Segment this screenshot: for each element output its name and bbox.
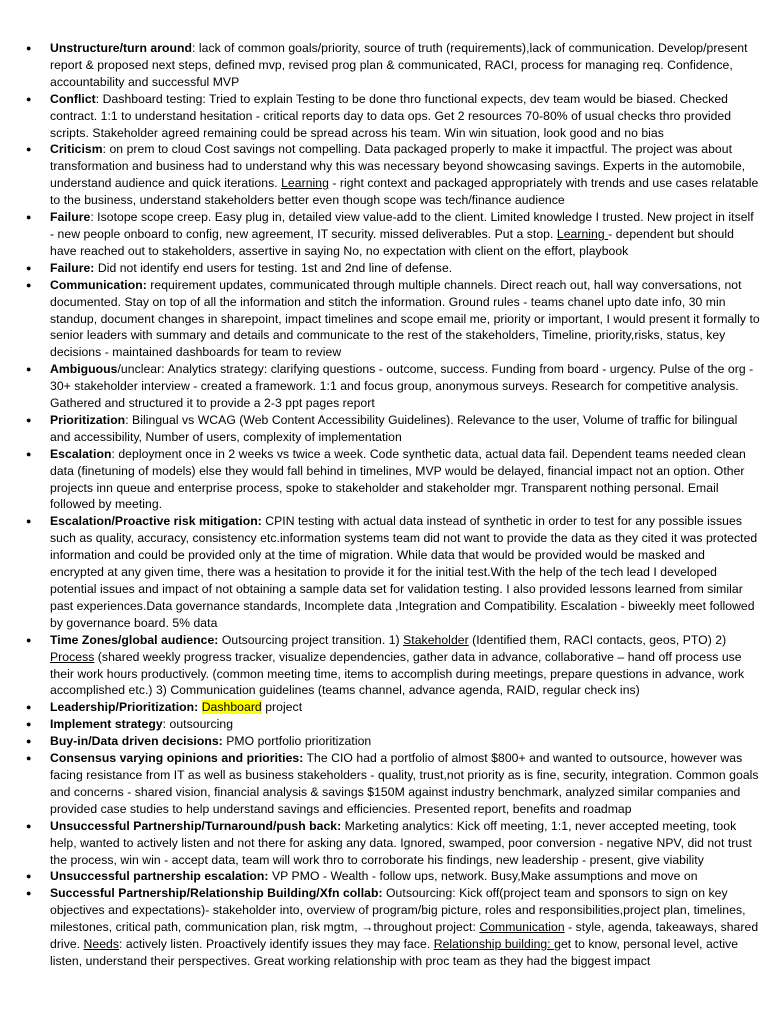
- underlined-text: Stakeholder: [403, 632, 469, 647]
- item-heading: Time Zones/global audience:: [50, 632, 219, 647]
- bullet-list: [26, 40, 761, 970]
- list-item: [26, 632, 761, 700]
- highlighted-text: Dashboard: [201, 700, 262, 715]
- list-item: [26, 412, 761, 446]
- list-item: [26, 699, 761, 716]
- item-text: PMO portfolio prioritization: [222, 734, 372, 749]
- underlined-text: Learning: [281, 176, 329, 191]
- item-text: - right context and packaged appropriately with trends and use cases relatable to the business, understand stakeholders better even though scope was tech/finance audience: [50, 176, 759, 208]
- item-text: (Identified them, RACI contacts, geos, PTO) 2): [468, 632, 727, 647]
- item-text: /unclear: Analytics strategy: clarifying questions - outcome, success. Funding from board - urgency. Pulse of the org - 30+ stakeholder interview - created a framework. 1:1 and focus group, anonymous surveys. Research for competitive analysis. Gathered and structured it to provide a 2-3 ppt pages report: [50, 362, 754, 411]
- list-item: [26, 91, 761, 142]
- item-heading: Failure: [50, 210, 91, 225]
- item-heading: Unstructure/turn around: [50, 41, 192, 55]
- list-item: [26, 209, 761, 260]
- item-text: : Bilingual vs WCAG (Web Content Accessibility Guidelines). Relevance to the user, Volume of traffic for bilingual and accessibility, Number of users, complexity of implementation: [50, 412, 738, 444]
- list-item: [26, 446, 761, 514]
- underlined-text: Process: [50, 649, 95, 664]
- list-item: [26, 716, 761, 733]
- item-text: The CIO had a portfolio of almost $800+ and wanted to outsource, however was facing resistance from IT as well as business stakeholders - quality, trust,not priority as is fine, security, integration. Common goals and concerns - shared vision, financial analysis & savings $150M against industry benchmark, analyzed similar companies and provided case studies to help understand savings and efficiencies. Presented report, benefits and roadmap: [50, 751, 759, 816]
- item-text: CPIN testing with actual data instead of synthetic in order to test for any possible issues such as quality, accuracy, consistency etc.information systems team did not want to provide the data as they cited it was protected information and could be provided only at the time of migration. While data that would be provided would be masked and encrypted at any given time, there was a hesitation to provide it for the initial test.With the help of the tech lead I developed potential issues and impact of not obtaining a sample data set for validation testing. I also provided lessons learned from similar past experiences.Data governance standards, Incomplete data ,Integration and Compatibility. Escalation - biweekly meet followed by governance board. 5% data: [50, 514, 758, 630]
- item-text: : Isotope scope creep. Easy plug in, detailed view value-add to the client. Limited knowledge I trusted. New project in itself - new people onboard to config, new agreement, IT security. missed deliverables. Put a stop.: [50, 210, 754, 241]
- underlined-text: Relationship building:: [433, 937, 555, 952]
- item-text: : Dashboard testing: Tried to explain Testing to be done thro functional expects, dev team would be biased. Checked contract. 1:1 to understand hesitation - critical reports day to data ops. Get 2 resources 70-80% of usual checks thro provided scripts. Stakeholder agreed remaining could be spread across his team. Win win situation, look good and no bias: [50, 91, 732, 140]
- item-heading: Communication:: [50, 277, 147, 292]
- item-text: Did not identify end users for testing. 1st and 2nd line of defense.: [94, 260, 453, 275]
- list-item: [26, 513, 761, 631]
- item-text: : on prem to cloud Cost savings not compelling. Data packaged properly to make it impactful. The project was about transformation and business had to understand why this was necessary beyond showcasing savings. Experts in the automobile, understand audience and quick iterations.: [50, 142, 746, 191]
- item-text: requirement updates, communicated through multiple channels. Direct reach out, hall way conversations, not documented. Stay on top of all the information and stitch the information. Ground rules - teams chanel upto date info, 30 min standup, document changes in sharepoint, impact timelines and scope email me, priority or important, I would present it formally to senior leaders with summary and details and communicate to the rest of the stakeholders, Timeline, priority,risks, status, key decisions - maintained dashboards for team to review: [50, 277, 760, 360]
- item-text: : outsourcing: [162, 717, 234, 732]
- item-heading: Leadership/Prioritization:: [50, 700, 199, 715]
- item-heading: Implement strategy: [50, 717, 163, 732]
- item-text: get to know, personal level, active listen, understand their perspectives. Great working relationship with proc team as they had the biggest impact: [50, 937, 739, 968]
- list-item: [26, 277, 761, 362]
- underlined-text: Learning: [556, 226, 609, 241]
- item-text: : lack of common goals/priority, source of truth (requirements),lack of communication. Develop/present report & proposed next steps, defined mvp, revised prog plan & communicated, RACI, process for managing req. Confidence, accountability and successful MVP: [50, 41, 748, 89]
- item-heading: Prioritization: [50, 412, 126, 427]
- item-text: : deployment once in 2 weeks vs twice a week. Code synthetic data, actual data fail. Dependent teams needed clean data (finetuning of models) else they would fall behind in timelines, MVP would be delayed, financial impact not an option. Other projects inn queue and enterprise process, spoke to stakeholder and stakeholder mgr. Transparent nothing personal. Email followed by meeting.: [50, 446, 746, 512]
- item-text: Outsourcing project transition. 1): [218, 632, 404, 647]
- item-heading: Failure:: [50, 260, 95, 275]
- item-heading: Ambiguous: [50, 362, 118, 377]
- item-text: Marketing analytics: Kick off meeting, 1:1, never accepted meeting, took help, wanted to actively listen and not there for asking any data. Ignored, swamped, poor conversion - negative NPV, did not trust the process, win win - accept data, team will work thro to corroborate his findings, new leadership - present, give viability: [50, 818, 752, 867]
- item-text: (shared weekly progress tracker, visualize dependencies, gather data in advance, collaborative – hand off process use their work hours productively. (common meeting time, items to accomplish during meetings, prepare questions in advance, work accomplished etc.) 3) Communication guidelines (teams channel, advance agenda, RAID, regular check ins): [50, 649, 745, 698]
- item-text: - style, agenda, takeaways, shared drive.: [50, 920, 759, 952]
- list-item: [26, 361, 761, 412]
- item-text: Outsourcing: Kick off(project team and sponsors to sign on key objectives and expectations)- stakeholder into, overview of program/big picture, roles and responsibilities,project plan, timelines, milestones, critical path, communication plan, risk mgtm, →throughout project:: [50, 886, 746, 935]
- item-text: VP PMO - Wealth - follow ups, network. Busy,Make assumptions and move on: [268, 869, 698, 884]
- underlined-text: Needs: [83, 937, 120, 952]
- item-text: : actively listen. Proactively identify issues they may face.: [119, 937, 434, 952]
- underlined-text: Communication: [479, 920, 565, 935]
- document-page: [26, 40, 761, 970]
- list-item: [26, 733, 761, 750]
- item-text: project: [261, 700, 303, 715]
- item-text: - dependent but should have reached out to stakeholders, assertive in saying No, no expectation with client on the effort, playbook: [50, 226, 734, 258]
- item-heading: Consensus varying opinions and priorities:: [50, 751, 304, 766]
- item-heading: Criticism: [50, 142, 103, 157]
- list-item: [26, 750, 761, 818]
- item-heading: Unsuccessful partnership escalation:: [50, 869, 269, 884]
- list-item: [26, 818, 761, 869]
- list-item: [26, 260, 761, 277]
- list-item: [26, 868, 761, 885]
- item-heading: Escalation/Proactive risk mitigation:: [50, 514, 262, 529]
- list-item: [26, 141, 761, 209]
- item-heading: Unsuccessful Partnership/Turnaround/push back:: [50, 818, 342, 833]
- list-item: [26, 40, 761, 91]
- item-heading: Escalation: [50, 446, 112, 461]
- item-heading: Buy-in/Data driven decisions:: [50, 734, 223, 749]
- item-heading: Successful Partnership/Relationship Building/Xfn collab:: [50, 886, 383, 901]
- item-heading: Conflict: [50, 91, 96, 106]
- list-item: [26, 885, 761, 970]
